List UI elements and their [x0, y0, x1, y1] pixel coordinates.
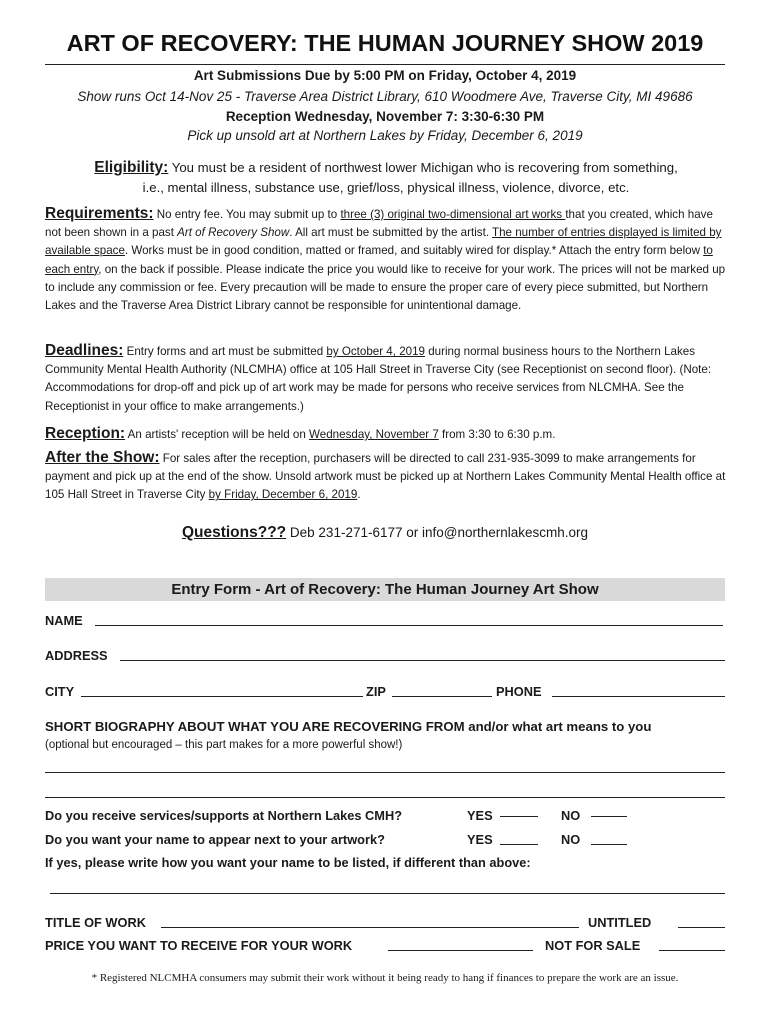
name-display-question-row [45, 831, 725, 847]
deadlines-underline: by October 4, 2019 [326, 345, 425, 358]
reception-underline: Wednesday, November 7 [309, 428, 439, 441]
eligibility-section [45, 158, 727, 198]
zip-field[interactable] [392, 696, 492, 697]
deadlines-heading: Deadlines: [45, 342, 124, 359]
bio-field-line-2[interactable] [45, 797, 725, 798]
deadlines-text: during normal business hours to the Northern Lakes Community Mental Health Authority (NLCMHA) office at 105 Hall Street in Traverse City (see Receptionist on second floor). (Note: Accommodations for drop-off and pick up of art work may be made for persons who receive services from NLCMHA. See the Receptionist in your office to make arrangements.) [45, 345, 712, 413]
requirements-section [45, 205, 727, 315]
bio-field-line-1[interactable] [45, 772, 725, 773]
services-no-label: NO [561, 808, 581, 823]
requirements-underline-2: The number of entries displayed is limited by available space [45, 226, 722, 258]
reception-text: from 3:30 to 6:30 p.m. [438, 428, 556, 441]
reception-text: An artists' reception will be held on [125, 428, 310, 441]
zip-label: ZIP [366, 684, 386, 699]
after-show-heading: After the Show: [45, 449, 160, 466]
requirements-heading: Requirements: [45, 205, 154, 222]
questions-contact: Deb 231-271-6177 or info@northernlakescmh.org [286, 525, 589, 540]
title-row [45, 914, 725, 930]
city-label: CITY [45, 684, 75, 699]
deadlines-section [45, 342, 727, 416]
name-label: NAME [45, 613, 83, 628]
questions-line [45, 524, 725, 542]
requirements-text: . All art must be submitted by the artist. [289, 226, 493, 240]
title-of-work-field[interactable] [161, 927, 579, 928]
price-row [45, 937, 725, 953]
name-display-question: Do you want your name to appear next to your artwork? [45, 832, 385, 847]
eligibility-text-2: i.e., mental illness, substance use, grief/loss, physical illness, violence, divorce, etc. [142, 180, 630, 195]
name-listing-row [45, 854, 725, 870]
services-no-field[interactable] [591, 816, 627, 817]
requirements-underline-3: to each entry [45, 244, 713, 276]
city-zip-phone-row [45, 683, 725, 699]
name-field[interactable] [95, 625, 723, 626]
phone-label: PHONE [496, 684, 542, 699]
title-divider [45, 64, 725, 65]
requirements-underline-1: three (3) original two-dimensional art works [340, 208, 566, 221]
reception-date: Reception Wednesday, November 7: 3:30-6:30 PM [225, 109, 545, 124]
address-label: ADDRESS [45, 648, 108, 663]
services-question: Do you receive services/supports at Northern Lakes CMH? [45, 808, 403, 823]
requirements-text: , on the back if possible. Please indicate the price you would like to receive for your work. The prices will not be marked up to include any commission or fee. Every precaution will be made to ensure the proper care of every piece submitted, but Northern Lakes and the Traverse Area District Library cannot be responsible for unintentional damage. [45, 262, 726, 313]
after-show-text: . [357, 488, 361, 502]
price-field[interactable] [388, 950, 533, 951]
name-display-no-label: NO [561, 832, 581, 847]
name-listing-field[interactable] [50, 893, 725, 894]
services-question-row [45, 807, 725, 823]
bio-label: SHORT BIOGRAPHY ABOUT WHAT YOU ARE RECOVERING FROM and/or what art means to you [45, 719, 652, 734]
page-title: ART OF RECOVERY: THE HUMAN JOURNEY SHOW 2019 [66, 30, 704, 56]
title-of-work-label: TITLE OF WORK [45, 915, 146, 930]
eligibility-text-1: You must be a resident of northwest lower Michigan who is recovering from something, [168, 160, 678, 175]
address-row [45, 647, 725, 663]
show-dates: Show runs Oct 14-Nov 25 - Traverse Area District Library, 610 Woodmere Ave, Traverse City, MI 49686 [77, 89, 693, 104]
bio-row [45, 718, 725, 734]
phone-field[interactable] [552, 696, 725, 697]
bio-note: (optional but encouraged – this part makes for a more powerful show!) [45, 739, 403, 751]
untitled-field[interactable] [678, 927, 725, 928]
untitled-label: UNTITLED [588, 915, 652, 930]
after-show-underline: by Friday, December 6, 2019 [208, 488, 358, 502]
requirements-text: that you created, which have not been shown in a past [45, 208, 713, 240]
submission-deadline: Art Submissions Due by 5:00 PM on Friday, October 4, 2019 [193, 68, 577, 83]
name-listing-question: If yes, please write how you want your name to be listed, if different than above: [45, 855, 531, 870]
eligibility-heading: Eligibility: [94, 159, 169, 176]
not-for-sale-label: NOT FOR SALE [545, 938, 641, 953]
services-yes-label: YES [467, 808, 493, 823]
requirements-text: No entry fee. You may submit up to [153, 208, 341, 221]
name-display-yes-field[interactable] [500, 844, 538, 845]
after-show-text: For sales after the reception, purchasers will be directed to call 231-935-3099 to make arrangements for payment and pick up at the end of the show. Unsold artwork must be picked up at Northern Lakes Community Mental Health office at 105 Hall Street in Traverse City [45, 452, 726, 502]
reception-section [45, 425, 727, 444]
city-field[interactable] [81, 696, 363, 697]
reception-heading: Reception: [45, 425, 126, 442]
name-display-no-field[interactable] [591, 844, 627, 845]
after-show-section [45, 449, 727, 505]
footnote: * Registered NLCMHA consumers may submit their work without it being ready to hang if finances to prepare the work are an issue. [91, 972, 679, 984]
entry-form-title: Entry Form - Art of Recovery: The Human Journey Art Show [45, 578, 725, 601]
services-yes-field[interactable] [500, 816, 538, 817]
name-display-yes-label: YES [467, 832, 493, 847]
requirements-text: . Works must be in good condition, matted or framed, and suitably wired for display.* Attach the entry form below [124, 244, 704, 258]
pickup-date: Pick up unsold art at Northern Lakes by Friday, December 6, 2019 [187, 128, 583, 143]
questions-heading: Questions??? [181, 524, 287, 541]
address-field[interactable] [120, 660, 725, 661]
requirements-italic: Art of Recovery Show [177, 226, 290, 240]
deadlines-text: Entry forms and art must be submitted [123, 345, 327, 358]
price-label: PRICE YOU WANT TO RECEIVE FOR YOUR WORK [45, 938, 353, 953]
not-for-sale-field[interactable] [659, 950, 725, 951]
name-row [45, 612, 725, 628]
